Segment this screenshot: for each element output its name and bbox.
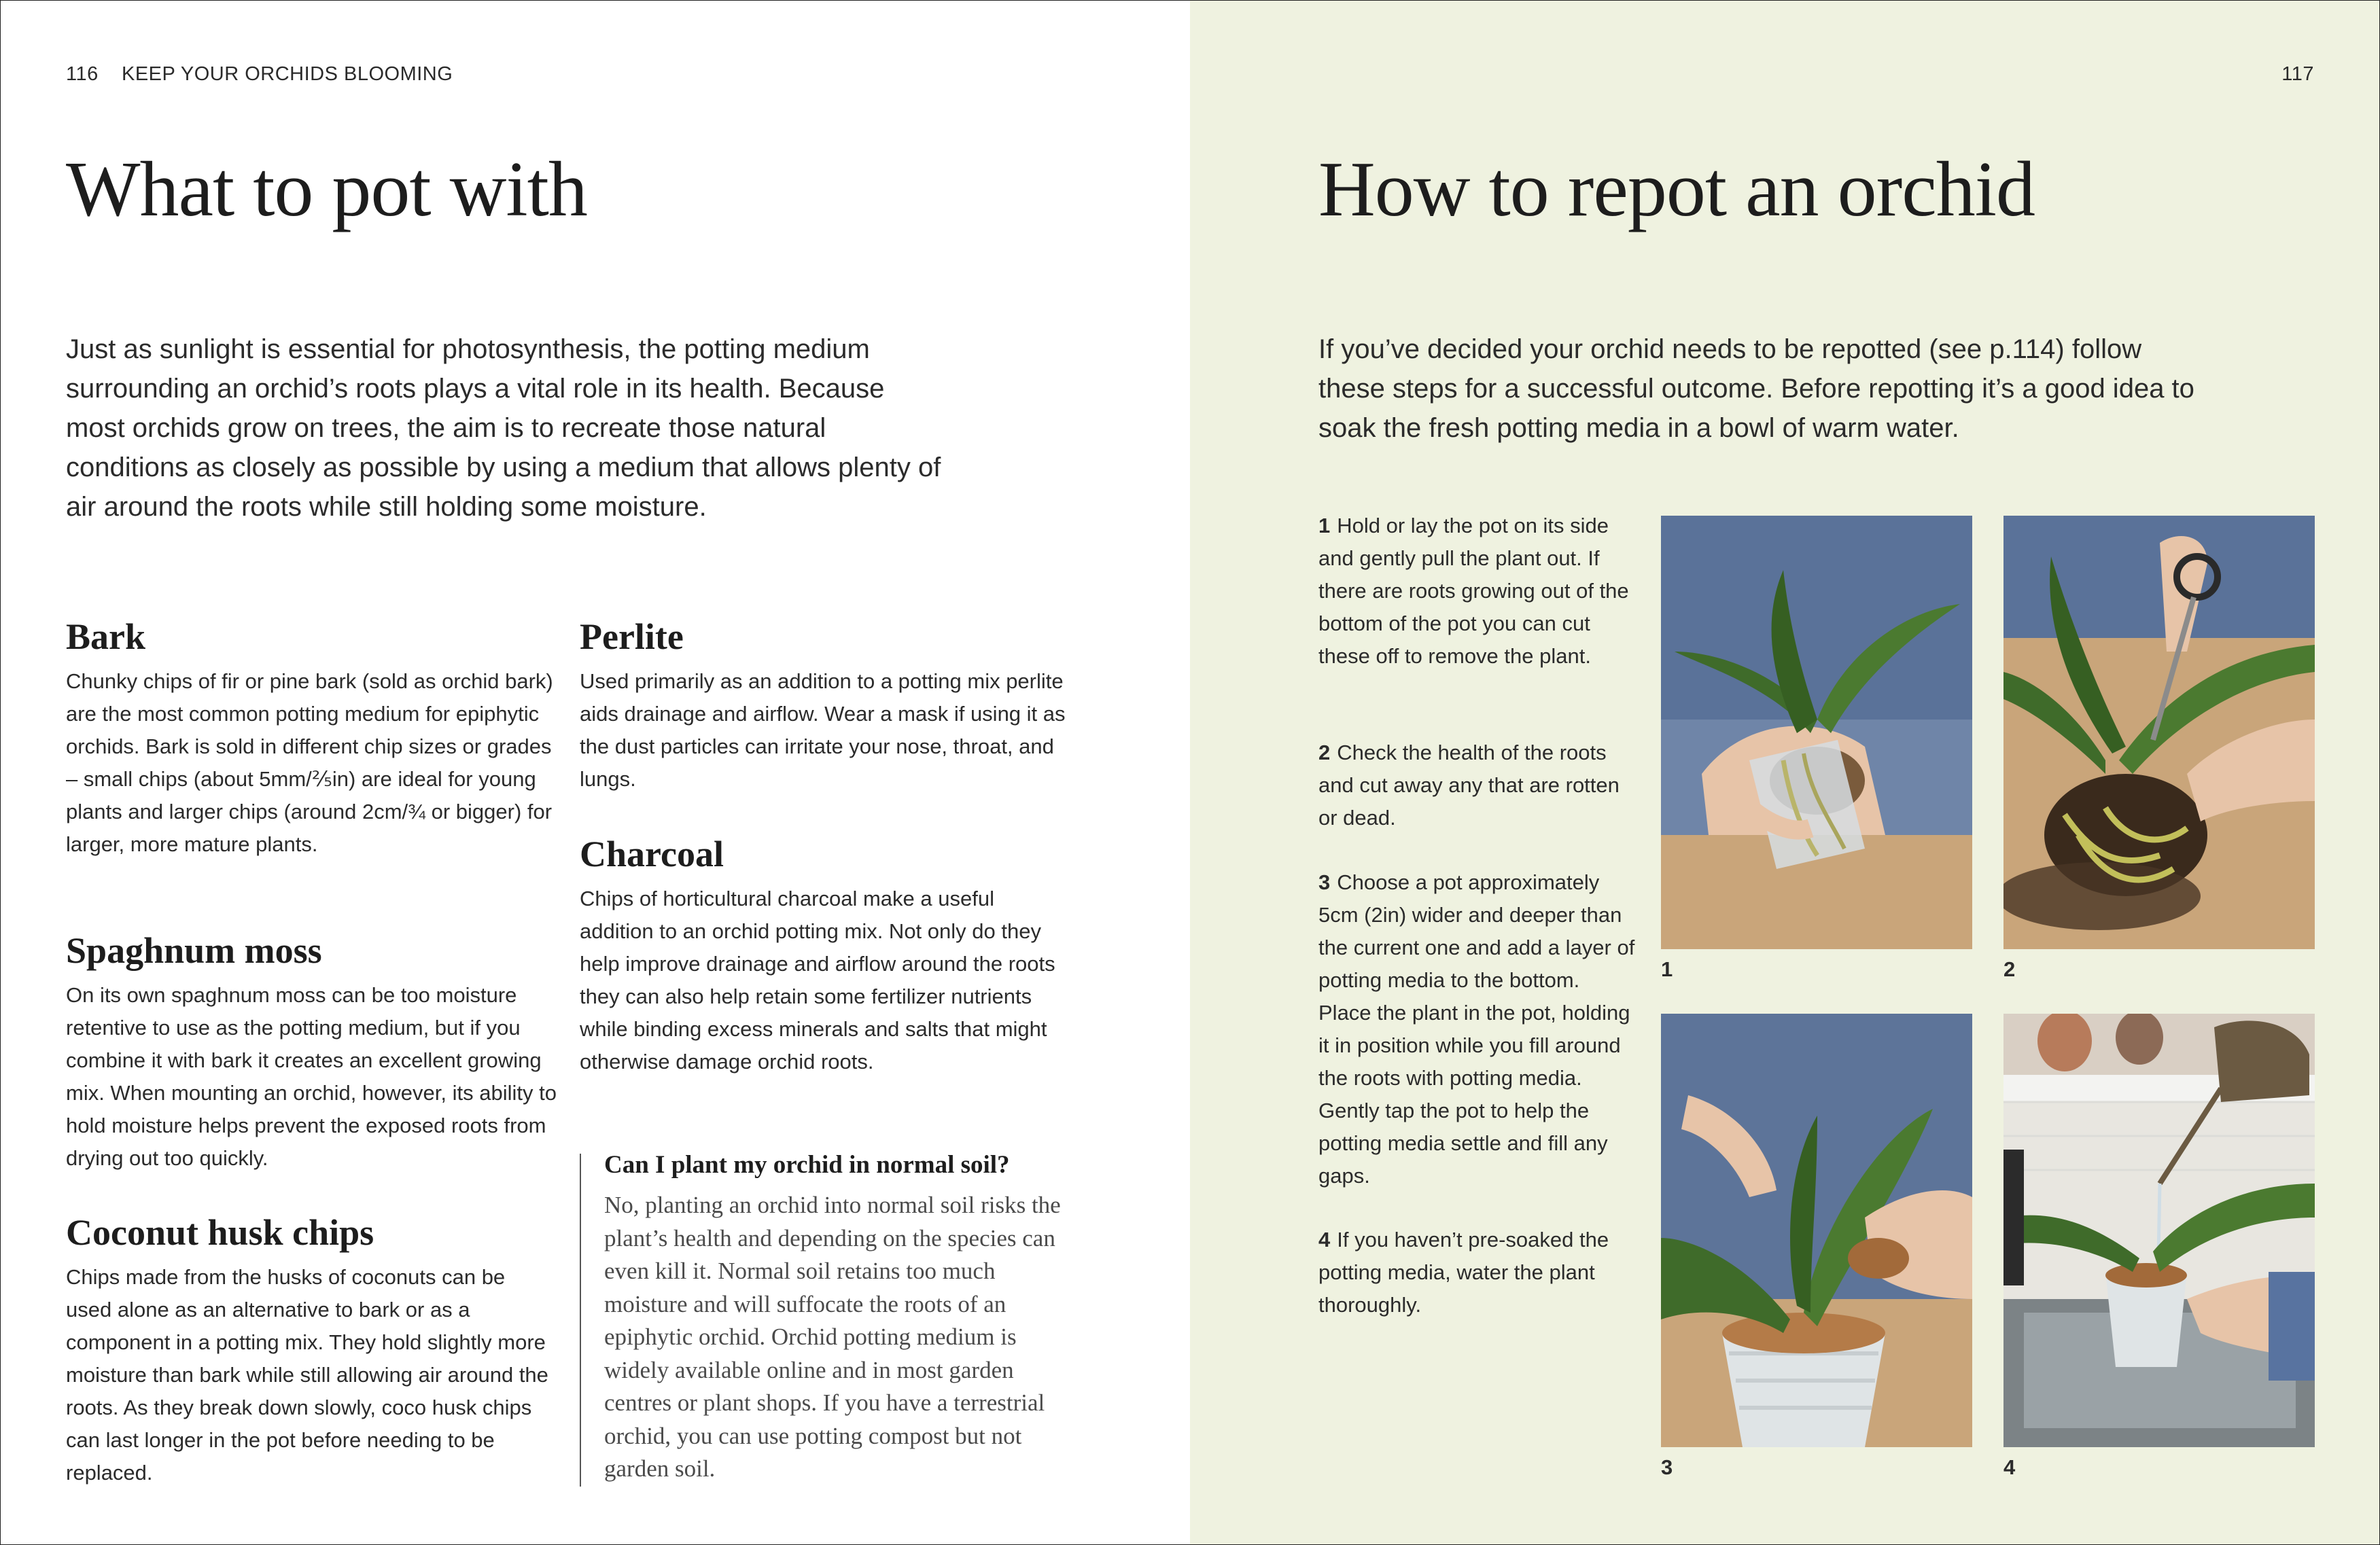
intro-right: If you’ve decided your orchid needs to be repotted (see p.114) follow these steps for a successful outcome. Before repotting it’s a good idea to soak the fresh potting media in a bowl of warm water. — [1318, 334, 2194, 443]
step-photo-2 — [2003, 516, 2315, 949]
step-1 — [1318, 510, 1638, 673]
section-text-spaghnum-moss: On its own spaghnum moss can be too moisture retentive to use as the potting medium, but if you combine it with bark it creates an excellent growing mix. When mounting an orchid, however, its ability to hold moisture helps prevent the exposed roots from drying out too quickly. — [66, 983, 557, 1170]
page-title-right: How to repot an orchid — [1318, 146, 2035, 233]
step-4 — [1318, 1224, 1638, 1321]
step-photo-4 — [2003, 1014, 2315, 1447]
section-heading-perlite: Perlite — [580, 616, 684, 657]
page-number-left: 116 — [66, 63, 99, 85]
step-text: Choose a pot approximately 5cm (2in) wider and deeper than the current one and add a layer of potting media to the bottom. Place the plant in the pot, holding it in position while you fill around the roots with potting media. Gently tap the pot to help the potting media settle and fill any gaps. — [1318, 870, 1635, 1188]
photo-label-4: 4 — [2003, 1455, 2016, 1479]
step-number: 4 — [1318, 1228, 1331, 1251]
step-3 — [1318, 866, 1638, 1192]
page-number-right: 117 — [2281, 63, 2314, 85]
callout-rule — [580, 1154, 581, 1487]
section-text-charcoal: Chips of horticultural charcoal make a useful addition to an orchid potting mix. Not only do they help improve drainage and airflow around the roots they can also help retain some fertilizer nutrients while binding excess minerals and salts that might otherwise damage orchid roots. — [580, 887, 1055, 1073]
section-text-bark: Chunky chips of fir or pine bark (sold as orchid bark) are the most common potting medium for epiphytic orchids. Bark is sold in different chip sizes or grades – small chips (about 5mm/⅖in) are ideal for young plants and larger chips (around 2cm/¾ or bigger) for larger, more mature plants. — [66, 669, 553, 856]
section-heading-charcoal: Charcoal — [580, 834, 724, 874]
step-number: 1 — [1318, 514, 1331, 537]
step-2 — [1318, 736, 1638, 834]
step-text: Check the health of the roots and cut away any that are rotten or dead. — [1318, 741, 1620, 830]
intro-left: Just as sunlight is essential for photosynthesis, the potting medium surrounding an orchid’s roots plays a vital role in its health. Because most orchids grow on trees, the aim is to recreate those natural conditions as closely as possible by using a medium that allows plenty of air around the roots while still holding some moisture. — [66, 334, 941, 522]
page-title-left: What to pot with — [66, 146, 587, 233]
step-text: Hold or lay the pot on its side and gently pull the plant out. If there are roots growing out of the bottom of the pot you can cut these off to remove the plant. — [1318, 514, 1629, 668]
section-text-coconut-husk-chips: Chips made from the husks of coconuts can be used alone as an alternative to bark or as a component in a potting mix. They hold slightly more moisture than bark while still allowing air around the roots. As they break down slowly, coco husk chips can last longer in the pot before needing to be replaced. — [66, 1265, 548, 1485]
section-heading-spaghnum-moss: Spaghnum moss — [66, 930, 322, 971]
callout-title: Can I plant my orchid in normal soil? — [604, 1151, 1010, 1179]
section-text-perlite: Used primarily as an addition to a potting mix perlite aids drainage and airflow. Wear a mask if using it as the dust particles can irritate your nose, throat, and lungs. — [580, 669, 1066, 791]
step-number: 3 — [1318, 870, 1331, 894]
section-heading-bark: Bark — [66, 616, 146, 657]
left-page — [1, 1, 1190, 1544]
photo-label-3: 3 — [1661, 1455, 1673, 1479]
step-text: If you haven’t pre-soaked the potting media, water the plant thoroughly. — [1318, 1228, 1609, 1317]
step-number: 2 — [1318, 741, 1331, 764]
step-photo-3 — [1661, 1014, 1972, 1447]
running-head: KEEP YOUR ORCHIDS BLOOMING — [122, 63, 453, 85]
section-heading-coconut-husk-chips: Coconut husk chips — [66, 1212, 374, 1253]
step-photo-1 — [1661, 516, 1972, 949]
photo-label-1: 1 — [1661, 957, 1673, 981]
photo-label-2: 2 — [2003, 957, 2016, 981]
callout-text: No, planting an orchid into normal soil risks the plant’s health and depending on the species can even kill it. Normal soil retains too much moisture and will suffocate the roots of an epiphytic orchid. Orchid potting medium is widely available online and in most garden centres or plant shops. If you have a terrestrial orchid, you can use potting compost but not garden soil. — [604, 1192, 1061, 1482]
